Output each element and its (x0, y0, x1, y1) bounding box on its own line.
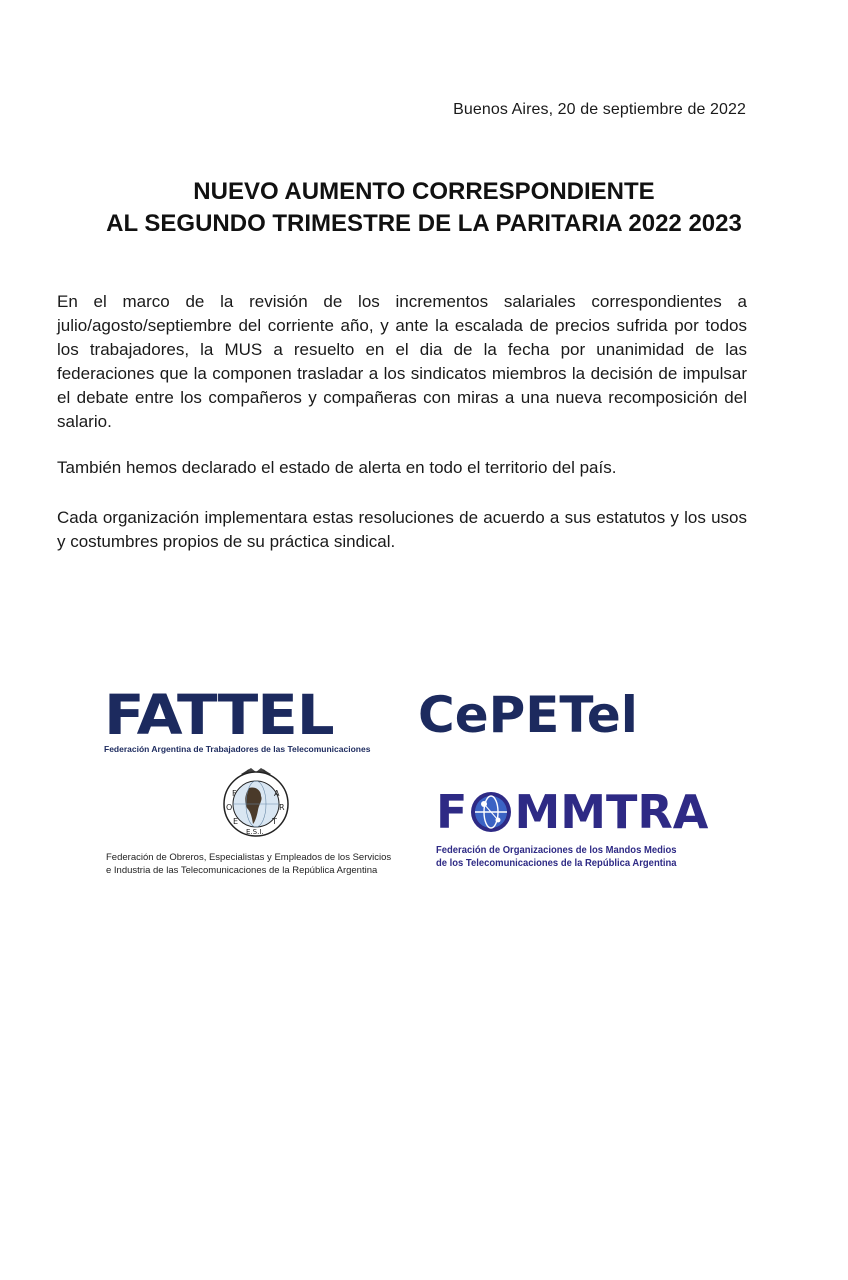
fattel-logo (104, 683, 400, 754)
svg-text:T: T (272, 817, 277, 826)
fommtra-letter-f: F (436, 785, 468, 839)
globe-icon (469, 790, 513, 834)
fommtra-subtitle-line-2: de los Telecomunicaciones de la República Argentina (436, 857, 677, 869)
foeesitra-subtitle-line-2: e Industria de las Telecomunicaciones de la República Argentina (106, 865, 378, 876)
fattel-wordmark: FATTEL (104, 683, 334, 747)
document-title (0, 176, 848, 240)
fommtra-logo (436, 784, 716, 870)
cepetel-logo: CePETel (418, 686, 638, 744)
svg-text:E.S.I.: E.S.I. (246, 828, 264, 836)
title-line-1: NUEVO AUMENTO CORRESPONDIENTE (193, 178, 655, 205)
foeesitra-logo (106, 764, 406, 877)
fommtra-wordmark (436, 784, 716, 840)
svg-text:E: E (233, 817, 239, 826)
fommtra-letters-mmtra: MMTRA (514, 785, 709, 839)
foeesitra-subtitle (106, 851, 406, 877)
paragraph-1: En el marco de la revisión de los incrementos salariales correspondientes a julio/agosto/septiembre del corriente año, y ante la escalada de precios sufrida por todos los trabajadores, la MUS a resuelto en el dia de la fecha por unanimidad de las federaciones que la componen trasladar a los sindicatos miembros la decisión de impulsar el debate entre los compañeros y compañeras con miras a una nueva recomposición del salario. (57, 292, 747, 431)
fommtra-subtitle (436, 844, 688, 870)
fommtra-subtitle-line-1: Federación de Organizaciones de los Mandos Medios (436, 844, 677, 856)
paragraph-2: También hemos declarado el estado de alerta en todo el territorio del país. (57, 458, 617, 477)
svg-text:O: O (226, 803, 233, 812)
document-date: Buenos Aires, 20 de septiembre de 2022 (453, 101, 746, 118)
fattel-subtitle: Federación Argentina de Trabajadores de las Telecomunicaciones (104, 744, 371, 754)
title-line-2: AL SEGUNDO TRIMESTRE DE LA PARITARIA 2022 2023 (106, 210, 742, 237)
svg-text:A: A (274, 789, 280, 798)
svg-text:R: R (279, 803, 285, 812)
svg-text:F: F (232, 789, 237, 798)
foeesitra-emblem-icon (211, 764, 301, 840)
paragraph-3: Cada organización implementara estas resoluciones de acuerdo a sus estatutos y los usos y costumbres propios de su práctica sindical. (57, 508, 747, 551)
foeesitra-subtitle-line-1: Federación de Obreros, Especialistas y Empleados de los Servicios (106, 852, 392, 863)
